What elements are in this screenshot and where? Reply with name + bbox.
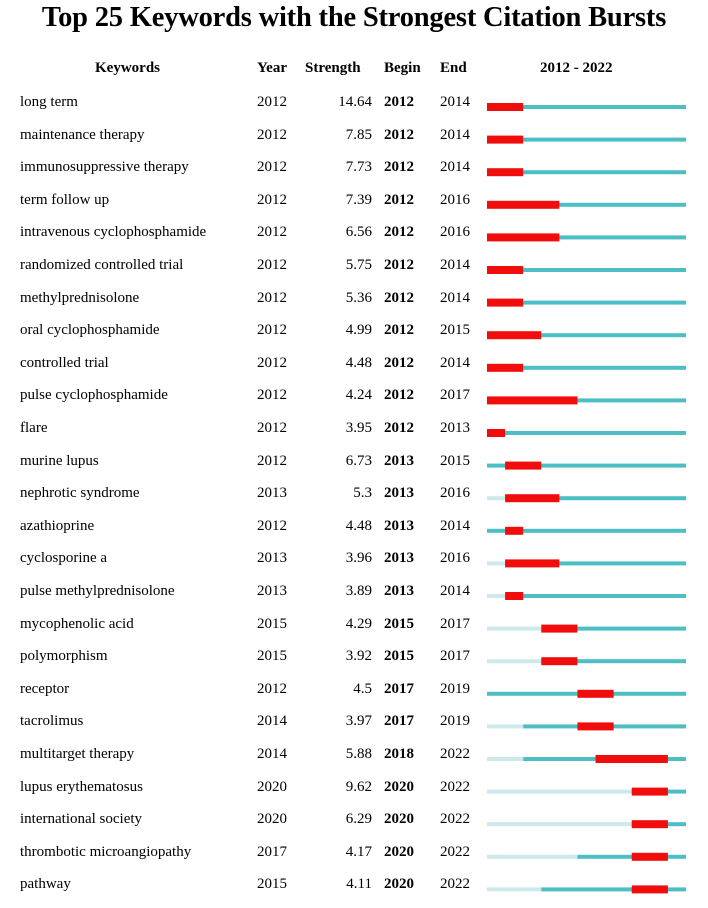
keyword-cell: pulse methylprednisolone: [20, 583, 175, 599]
end-cell: 2015: [440, 322, 470, 339]
keyword-cell: long term: [20, 94, 78, 110]
begin-cell: 2013: [384, 517, 414, 534]
end-cell: 2019: [440, 680, 470, 697]
table-row: [0, 223, 708, 256]
end-cell: 2014: [440, 354, 470, 371]
end-cell: 2014: [440, 517, 470, 534]
keyword-cell: tacrolimus: [20, 713, 84, 730]
year-cell: 2012: [257, 289, 287, 306]
strength-cell: 7.85: [345, 126, 372, 143]
year-cell: 2020: [257, 811, 287, 828]
header-end: End: [440, 60, 467, 76]
begin-cell: 2013: [384, 583, 414, 599]
year-cell: 2014: [257, 746, 287, 762]
header-range: 2012 - 2022: [540, 60, 613, 76]
year-cell: 2012: [257, 354, 287, 371]
year-cell: 2017: [257, 843, 287, 860]
begin-cell: 2012: [384, 191, 414, 208]
end-cell: 2014: [440, 126, 470, 143]
keyword-cell: mycophenolic acid: [20, 615, 134, 632]
end-cell: 2014: [440, 583, 470, 599]
year-cell: 2012: [257, 257, 287, 273]
end-cell: 2014: [440, 94, 470, 110]
chart-title: Top 25 Keywords with the Strongest Citation Bursts: [41, 2, 667, 33]
strength-cell: 6.73: [345, 452, 372, 469]
strength-cell: 4.48: [345, 354, 372, 371]
strength-cell: 7.73: [345, 159, 372, 176]
begin-cell: 2013: [384, 485, 414, 502]
year-cell: 2012: [257, 680, 287, 697]
strength-cell: 5.75: [345, 257, 372, 273]
strength-cell: 4.24: [345, 387, 372, 404]
begin-cell: 2015: [384, 615, 414, 632]
header-strength: Strength: [305, 60, 361, 76]
table-row: [0, 778, 708, 811]
keyword-cell: flare: [20, 420, 48, 436]
table-row: [0, 191, 708, 224]
end-cell: 2022: [440, 876, 470, 893]
keyword-cell: international society: [20, 811, 143, 828]
table-row: [0, 875, 708, 908]
end-cell: 2014: [440, 159, 470, 176]
begin-cell: 2012: [384, 420, 414, 436]
keyword-cell: methylprednisolone: [20, 289, 140, 306]
table-row: [0, 647, 708, 680]
keyword-cell: thrombotic microangiopathy: [20, 843, 192, 860]
begin-cell: 2017: [384, 713, 414, 730]
end-cell: 2019: [440, 713, 470, 730]
end-cell: 2017: [440, 615, 470, 632]
end-cell: 2016: [440, 191, 470, 208]
table-row: [0, 158, 708, 191]
keyword-cell: term follow up: [20, 191, 110, 208]
end-cell: 2022: [440, 843, 470, 860]
year-cell: 2012: [257, 452, 287, 469]
begin-cell: 2012: [384, 354, 414, 371]
table-row: [0, 582, 708, 615]
keyword-cell: cyclosporine a: [20, 550, 108, 567]
strength-cell: 6.29: [345, 811, 372, 828]
begin-cell: 2012: [384, 257, 414, 273]
year-cell: 2012: [257, 420, 287, 436]
table-row: [0, 289, 708, 322]
begin-cell: 2012: [384, 289, 414, 306]
strength-cell: 3.95: [345, 420, 372, 436]
strength-cell: 4.5: [353, 680, 372, 697]
begin-cell: 2020: [384, 811, 414, 828]
table-row: [0, 386, 708, 419]
strength-cell: 3.97: [345, 713, 372, 730]
table-row: [0, 419, 708, 452]
end-cell: 2022: [440, 811, 470, 828]
end-cell: 2016: [440, 224, 470, 241]
begin-cell: 2018: [384, 746, 414, 762]
year-cell: 2012: [257, 517, 287, 534]
begin-cell: 2020: [384, 778, 414, 795]
begin-cell: 2017: [384, 680, 414, 697]
begin-cell: 2012: [384, 159, 414, 176]
strength-cell: 9.62: [345, 778, 372, 795]
end-cell: 2014: [440, 257, 470, 273]
begin-cell: 2012: [384, 94, 414, 110]
strength-cell: 5.36: [345, 289, 372, 306]
strength-cell: 5.88: [345, 746, 372, 762]
year-cell: 2012: [257, 126, 287, 143]
keyword-cell: murine lupus: [20, 452, 99, 469]
strength-cell: 4.11: [346, 876, 372, 893]
keyword-cell: intravenous cyclophosphamide: [20, 224, 207, 241]
end-cell: 2013: [440, 420, 470, 436]
table-row: [0, 843, 708, 876]
year-cell: 2014: [257, 713, 287, 730]
table-row: [0, 615, 708, 648]
keyword-cell: azathioprine: [20, 517, 95, 534]
table-row: [0, 712, 708, 745]
strength-cell: 3.89: [345, 583, 372, 599]
year-cell: 2012: [257, 191, 287, 208]
begin-cell: 2012: [384, 322, 414, 339]
year-cell: 2013: [257, 550, 287, 567]
table-row: [0, 680, 708, 713]
strength-cell: 6.56: [345, 224, 372, 241]
table-row: [0, 810, 708, 843]
year-cell: 2013: [257, 485, 287, 502]
table-row: [0, 452, 708, 485]
header-keywords: Keywords: [95, 60, 160, 76]
table-row: [0, 517, 708, 550]
begin-cell: 2013: [384, 550, 414, 567]
begin-cell: 2012: [384, 387, 414, 404]
year-cell: 2012: [257, 322, 287, 339]
keyword-cell: pathway: [20, 876, 71, 893]
begin-cell: 2020: [384, 876, 414, 893]
end-cell: 2022: [440, 778, 470, 795]
table-row: [0, 484, 708, 517]
strength-cell: 3.96: [345, 550, 372, 567]
year-cell: 2015: [257, 876, 287, 893]
keyword-cell: controlled trial: [20, 354, 109, 371]
end-cell: 2015: [440, 452, 470, 469]
table-row: [0, 321, 708, 354]
year-cell: 2020: [257, 778, 287, 795]
strength-cell: 4.29: [345, 615, 372, 632]
end-cell: 2016: [440, 485, 470, 502]
end-cell: 2017: [440, 648, 470, 665]
header-year: Year: [257, 60, 287, 76]
begin-cell: 2012: [384, 224, 414, 241]
strength-cell: 3.92: [345, 648, 372, 665]
strength-cell: 4.99: [345, 322, 372, 339]
keyword-cell: nephrotic syndrome: [20, 485, 140, 502]
end-cell: 2014: [440, 289, 470, 306]
keyword-cell: pulse cyclophosphamide: [20, 387, 168, 404]
header-begin: Begin: [384, 60, 421, 76]
year-cell: 2012: [257, 387, 287, 404]
strength-cell: 4.48: [345, 517, 372, 534]
keyword-cell: lupus erythematosus: [20, 778, 143, 795]
table-row: [0, 354, 708, 387]
strength-cell: 14.64: [338, 94, 372, 110]
keyword-cell: immunosuppressive therapy: [20, 159, 189, 176]
table-row: [0, 126, 708, 159]
keyword-cell: oral cyclophosphamide: [20, 322, 160, 339]
table-row: [0, 549, 708, 582]
keyword-cell: randomized controlled trial: [20, 257, 184, 273]
begin-cell: 2015: [384, 648, 414, 665]
year-cell: 2012: [257, 159, 287, 176]
year-cell: 2012: [257, 224, 287, 241]
keyword-cell: maintenance therapy: [20, 126, 145, 143]
begin-cell: 2012: [384, 126, 414, 143]
keyword-cell: receptor: [20, 680, 70, 697]
year-cell: 2015: [257, 648, 287, 665]
year-cell: 2015: [257, 615, 287, 632]
strength-cell: 7.39: [345, 191, 372, 208]
table-row: [0, 256, 708, 289]
end-cell: 2016: [440, 550, 470, 567]
end-cell: 2017: [440, 387, 470, 404]
begin-cell: 2013: [384, 452, 414, 469]
strength-cell: 5.3: [353, 485, 372, 502]
keyword-cell: polymorphism: [20, 648, 108, 665]
year-cell: 2013: [257, 583, 287, 599]
strength-cell: 4.17: [345, 843, 372, 860]
keyword-cell: multitarget therapy: [20, 746, 135, 762]
table-row: [0, 745, 708, 778]
begin-cell: 2020: [384, 843, 414, 860]
end-cell: 2022: [440, 746, 470, 762]
year-cell: 2012: [257, 94, 287, 110]
table-row: [0, 93, 708, 126]
